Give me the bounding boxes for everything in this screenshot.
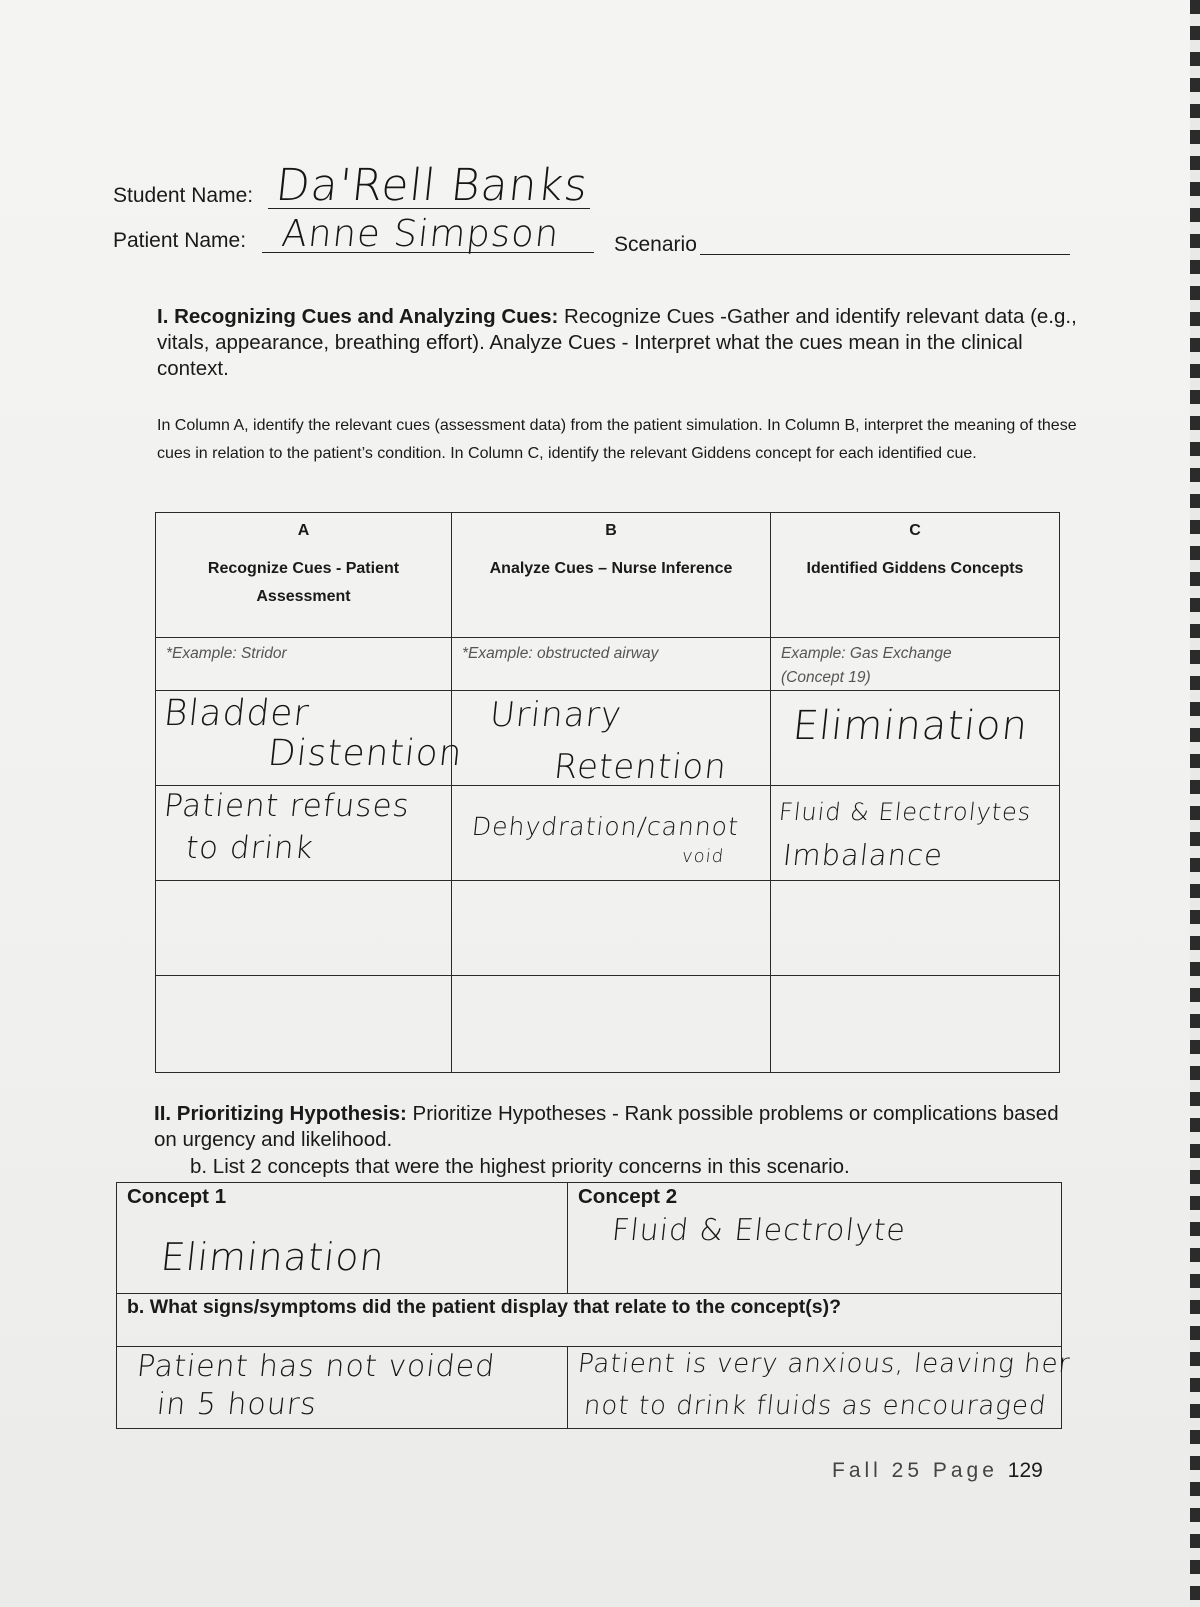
column-b-letter: B [605, 522, 617, 539]
column-c-header [771, 513, 1060, 638]
student-name-value: Da'Rell Banks [273, 160, 591, 211]
patient-name-label: Patient Name: [113, 229, 247, 252]
cue-b-4[interactable] [452, 976, 771, 1073]
concept2-cell [568, 1183, 1062, 1294]
cues-header-row [156, 513, 1060, 638]
priority-table [116, 1182, 1072, 1429]
signs-question: b. What signs/symptoms did the patient display that relate to the concept(s)? [127, 1296, 841, 1318]
cue-a-1-line1: Bladder [161, 693, 312, 734]
example-row [156, 638, 1060, 691]
section2-title: II. Prioritizing Hypothesis: [154, 1102, 407, 1125]
section2-heading [154, 1101, 1084, 1153]
student-name-label: Student Name: [113, 184, 254, 207]
section1-instructions: In Column A, identify the relevant cues (assessment data) from the patient simulation. In Column B, interpret the meaning of these cues in relation to the patient’s condition. In Column C, identify the relevant Giddens concept for each identified cue. [157, 417, 1077, 462]
cue-row-3 [156, 881, 1060, 976]
signs-cell-2 [568, 1347, 1072, 1429]
page-footer [832, 1459, 1043, 1483]
signs2-line1: Patient is very anxious, leaving her [576, 1349, 1072, 1379]
concept2-value: Fluid & Electrolyte [610, 1213, 908, 1248]
patient-name-value: Anne Simpson [279, 212, 562, 255]
cue-a-4[interactable] [156, 976, 452, 1073]
cue-a-3[interactable] [156, 881, 452, 976]
section2-item-b: b. List 2 concepts that were the highest priority concerns in this scenario. [190, 1155, 850, 1178]
concept1-value: Elimination [158, 1235, 388, 1279]
section1-description: Recognize Cues -Gather and identify relevant data (e.g., vitals, appearance, breathing effort). Analyze Cues - Interpret what the cues mean in the clinical context. [157, 305, 1077, 380]
scenario-label: Scenario [614, 233, 697, 256]
cue-row-4 [156, 976, 1060, 1073]
cue-b-2-line2: void [680, 846, 726, 867]
column-c-title: Identified Giddens Concepts [806, 560, 1024, 577]
concepts-row [117, 1183, 1062, 1294]
signs-answer-row [117, 1347, 1062, 1429]
footer-page-number: 129 [1007, 1459, 1043, 1482]
cue-b-2-line1: Dehydration/cannot [470, 812, 741, 841]
cue-b-3[interactable] [452, 881, 771, 976]
cue-row-1 [156, 691, 1060, 786]
cue-c-1-line1: Elimination [790, 703, 1031, 749]
cue-a-2-line1: Patient refuses [162, 788, 412, 824]
signs-question-row [117, 1294, 1062, 1347]
cue-b-1-line1: Urinary [487, 695, 624, 735]
concept1-cell [117, 1183, 568, 1294]
section1-title: I. Recognizing Cues and Analyzing Cues: [157, 305, 559, 328]
column-b-title: Analyze Cues – Nurse Inference [489, 560, 733, 577]
cue-c-2-line1: Fluid & Electrolytes [777, 798, 1033, 826]
scenario-line [700, 254, 1070, 255]
column-b-header [452, 513, 771, 638]
signs1-line2: in 5 hours [155, 1387, 319, 1422]
column-a-title: Recognize Cues - Patient Assessment [207, 560, 400, 605]
cues-table [155, 512, 1060, 1073]
cue-c-4[interactable] [771, 976, 1060, 1073]
concept1-label: Concept 1 [127, 1185, 227, 1208]
spiral-binding [1190, 0, 1200, 1607]
cue-a-1-line2: Distention [265, 733, 465, 774]
example-c: Example: Gas Exchange (Concept 19) [781, 645, 952, 686]
footer-term: Fall 25 Page [832, 1459, 998, 1482]
signs-cell-1 [117, 1347, 568, 1429]
example-b: *Example: obstructed airway [462, 645, 659, 662]
concept2-label: Concept 2 [578, 1185, 678, 1208]
section2-description: Prioritize Hypotheses - Rank possible problems or complications based on urgency and likelihood. [154, 1102, 1059, 1151]
cue-b-1-line2: Retention [551, 747, 730, 787]
cue-a-2-line2: to drink [184, 830, 316, 866]
example-a: *Example: Stridor [166, 645, 287, 662]
cue-c-2-line2: Imbalance [781, 838, 945, 872]
section1-heading [157, 304, 1087, 382]
cue-row-2 [156, 786, 1060, 881]
column-a-header [156, 513, 452, 638]
column-a-letter: A [297, 522, 310, 539]
signs1-line1: Patient has not voided [135, 1349, 498, 1384]
signs2-line2: not to drink fluids as encouraged [582, 1391, 1049, 1421]
column-c-letter: C [909, 522, 921, 539]
cue-c-3[interactable] [771, 881, 1060, 976]
